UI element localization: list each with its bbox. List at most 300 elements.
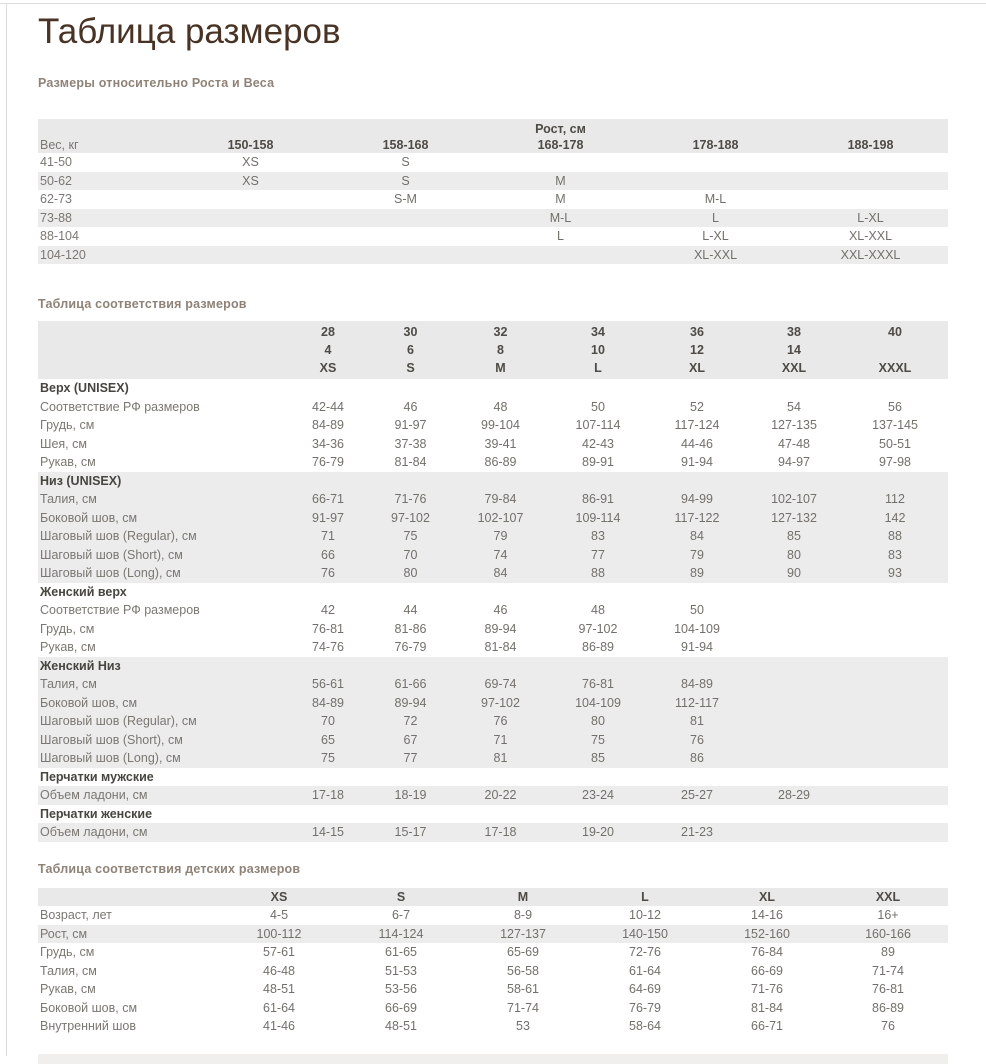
size-cell: 72-76 <box>629 945 661 959</box>
size-cell: 104-109 <box>548 694 648 713</box>
height-range-header: 178-188 <box>638 136 793 153</box>
size-header-line: 10 <box>591 343 605 357</box>
size-header-line: 30 <box>403 325 418 339</box>
size-cell: 89-91 <box>582 455 614 469</box>
size-cell: 41-46 <box>263 1019 295 1033</box>
size-header-line: 36 <box>690 325 704 339</box>
size-cell: 50 <box>591 399 605 414</box>
size-header-line: M <box>495 361 506 375</box>
size-cell: 91-97 <box>394 418 427 432</box>
size-cell: XL-XXL <box>638 246 793 265</box>
size-cell: 107-114 <box>575 418 621 432</box>
weight-range-label: 62-73 <box>40 192 72 206</box>
size-cell <box>842 749 948 768</box>
section-title-row <box>38 805 948 824</box>
size-cell: 89 <box>648 564 746 583</box>
row-label: Шаговый шов (Regular), см <box>38 527 288 546</box>
size-cell: 70 <box>288 712 368 731</box>
size-header-line: XXL <box>781 361 807 375</box>
size-header-line: 6 <box>407 343 414 357</box>
size-column-header <box>288 321 368 379</box>
height-group-row <box>38 119 948 136</box>
row-label: Объем ладони, см <box>38 823 288 842</box>
size-cell: 69-74 <box>453 675 548 694</box>
size-cell <box>842 786 948 805</box>
row-label: Грудь, см <box>40 418 95 432</box>
size-cell: 56-58 <box>507 963 539 978</box>
size-cell <box>746 731 842 750</box>
table-row <box>38 925 948 944</box>
size-cell: 102-107 <box>453 509 548 528</box>
size-cell: 46-48 <box>263 963 295 978</box>
kids-table-header <box>38 888 948 907</box>
size-column-header <box>842 321 948 379</box>
size-cell: 50-51 <box>879 436 911 451</box>
size-cell <box>746 712 842 731</box>
table-row <box>38 638 948 657</box>
row-label: Рост, см <box>38 925 218 944</box>
table-row <box>38 712 948 731</box>
size-cell: 91-94 <box>681 455 713 469</box>
size-cell: 86-89 <box>872 1000 904 1015</box>
size-header-line: 12 <box>690 343 704 357</box>
size-cell: S <box>328 172 483 191</box>
size-cell: 80 <box>368 564 453 583</box>
section-title-row <box>38 379 948 398</box>
table-row <box>38 1017 948 1036</box>
header-spacer <box>38 888 218 907</box>
row-label: Объем ладони, см <box>38 786 288 805</box>
row-label: Шаговый шов (Long), см <box>38 749 288 768</box>
size-cell: 70 <box>368 546 453 565</box>
size-cell: 79 <box>648 546 746 565</box>
size-cell: 112-117 <box>648 694 746 713</box>
size-cell <box>793 190 948 209</box>
table-row <box>38 227 948 246</box>
table-row <box>38 453 948 472</box>
size-cell: 57-61 <box>263 945 295 959</box>
size-cell: 21-23 <box>648 823 746 842</box>
size-cell <box>793 153 948 172</box>
size-cell <box>328 227 483 246</box>
size-cell: 112 <box>842 490 948 509</box>
corner-spacer <box>38 119 173 136</box>
size-cell: 109-114 <box>548 509 648 528</box>
size-cell: 76-79 <box>312 455 344 469</box>
size-cell: L-XL <box>793 209 948 228</box>
size-cell <box>173 246 328 265</box>
size-cell: 48 <box>591 603 605 617</box>
size-table-caption: Таблица соответствия размеров <box>38 297 247 311</box>
size-cell: 91-97 <box>288 509 368 528</box>
size-cell: 76 <box>648 731 746 750</box>
size-cell: 71-76 <box>751 982 783 996</box>
size-header-line: XS <box>319 361 337 375</box>
size-cell <box>328 246 483 265</box>
size-header-line: XXXL <box>878 361 912 375</box>
size-cell: 61-66 <box>368 675 453 694</box>
size-cell: 10-12 <box>629 908 661 922</box>
size-cell: 142 <box>842 509 948 528</box>
page-top-border <box>0 3 986 4</box>
size-cell: 86 <box>648 749 746 768</box>
size-cell: 71 <box>453 731 548 750</box>
size-cell <box>842 823 948 842</box>
size-cell: 46 <box>493 603 508 617</box>
size-cell: 23-24 <box>548 786 648 805</box>
size-cell: 97-102 <box>453 694 548 713</box>
size-cell <box>746 601 842 620</box>
size-cell: 17-18 <box>288 786 368 805</box>
table-row <box>38 620 948 639</box>
size-cell: 53-56 <box>385 982 417 996</box>
size-cell: 89-94 <box>484 621 517 636</box>
row-label: Рукав, см <box>40 640 96 654</box>
size-table-header <box>38 321 948 379</box>
size-cell: 97-98 <box>879 455 911 469</box>
size-cell: 97-102 <box>578 621 618 636</box>
size-header-line: S <box>406 361 415 375</box>
size-cell <box>638 172 793 191</box>
size-cell: 102-107 <box>746 490 842 509</box>
height-range-header: 158-168 <box>328 136 483 153</box>
table-row <box>38 398 948 417</box>
size-cell: 152-160 <box>706 925 828 944</box>
size-cell: 66-71 <box>288 490 368 509</box>
size-cell: 90 <box>746 564 842 583</box>
size-cell <box>842 620 948 639</box>
size-cell <box>842 694 948 713</box>
size-cell: 52 <box>690 399 704 414</box>
size-cell: 66-71 <box>751 1019 783 1033</box>
height-range-header: 168-178 <box>483 136 638 153</box>
row-label: Боковой шов, см <box>38 509 288 528</box>
table-row <box>38 246 948 265</box>
table-row <box>38 694 948 713</box>
size-cell: 81-84 <box>751 1000 783 1015</box>
row-label: Внутренний шов <box>40 1019 136 1033</box>
size-cell: 46 <box>403 399 418 414</box>
table-row <box>38 209 948 228</box>
size-cell: 39-41 <box>484 436 517 451</box>
size-cell: 42 <box>321 603 335 617</box>
section-title: Перчатки мужские <box>40 769 154 784</box>
row-label: Шаговый шов (Short), см <box>38 546 288 565</box>
table-row <box>38 564 948 583</box>
weight-range-label: 73-88 <box>38 209 173 228</box>
section-title: Женский Низ <box>38 657 948 676</box>
kids-columns-row <box>38 888 948 907</box>
size-cell: 66 <box>288 546 368 565</box>
size-column-header <box>746 321 842 379</box>
size-header-line <box>844 341 946 359</box>
table-row <box>38 823 948 842</box>
size-cell: 66-69 <box>385 1000 417 1015</box>
size-cell <box>842 712 948 731</box>
size-cell: 94-97 <box>778 455 810 469</box>
size-cell: L <box>638 209 793 228</box>
size-cell: 14-15 <box>288 823 368 842</box>
size-cell <box>638 153 793 172</box>
size-cell: 81 <box>648 712 746 731</box>
size-cell: 81 <box>453 749 548 768</box>
row-label: Шея, см <box>40 436 87 451</box>
size-column-header <box>648 321 746 379</box>
size-cell <box>483 246 638 265</box>
size-cell <box>842 675 948 694</box>
size-cell: 79-84 <box>453 490 548 509</box>
size-cell: 4-5 <box>269 908 289 922</box>
row-label: Рукав, см <box>40 982 96 996</box>
table-row <box>38 172 948 191</box>
size-cell: 58-64 <box>629 1019 661 1033</box>
size-cell: M-L <box>483 209 638 228</box>
size-cell: 91-94 <box>681 640 713 654</box>
weight-range-label: 41-50 <box>40 155 72 169</box>
height-range-header: 188-198 <box>793 136 948 153</box>
size-cell: 66-69 <box>751 963 783 978</box>
size-header-line: 34 <box>591 325 605 339</box>
size-cell: 76 <box>453 712 548 731</box>
size-cell: 71-76 <box>368 490 453 509</box>
size-cell: 37-38 <box>394 436 427 451</box>
size-cell: 80 <box>746 546 842 565</box>
size-cell: 76-81 <box>872 982 904 996</box>
table-row <box>38 190 948 209</box>
section-title: Низ (UNISEX) <box>38 472 948 491</box>
size-cell: 76 <box>881 1019 895 1033</box>
size-cell: 71-74 <box>872 963 904 978</box>
size-cell: 48-51 <box>385 1019 417 1033</box>
table-row <box>38 962 948 981</box>
size-cell: M <box>483 172 638 191</box>
size-cell: 50 <box>690 603 704 617</box>
row-label: Боковой шов, см <box>38 694 288 713</box>
size-cell: 114-124 <box>340 925 462 944</box>
kids-column-header: XXL <box>828 888 948 907</box>
size-cell: 85 <box>746 527 842 546</box>
size-cell: 97-102 <box>368 509 453 528</box>
size-cell <box>793 172 948 191</box>
size-cell: 89 <box>881 945 895 959</box>
size-column-header <box>548 321 648 379</box>
size-cell: 127-137 <box>462 925 584 944</box>
size-cell: 71 <box>288 527 368 546</box>
size-header-line: 28 <box>321 325 335 339</box>
size-column-header <box>368 321 453 379</box>
size-cell: 42-44 <box>312 399 344 414</box>
size-cell: 77 <box>548 546 648 565</box>
size-cell: 75 <box>288 749 368 768</box>
size-cell: 81-84 <box>394 455 427 469</box>
size-header-line: 40 <box>888 325 902 339</box>
height-weight-body <box>38 153 948 264</box>
next-section-cutoff <box>38 1054 948 1064</box>
size-correspondence-table <box>38 321 948 842</box>
size-cell: 81-84 <box>484 640 517 654</box>
size-cell: M <box>555 192 566 206</box>
size-cell: 83 <box>548 527 648 546</box>
size-cell: L <box>557 229 564 243</box>
table-row <box>38 509 948 528</box>
size-cell <box>173 227 328 246</box>
height-range-header: 150-158 <box>173 136 328 153</box>
row-label: Шаговый шов (Regular), см <box>38 712 288 731</box>
size-cell: 76-79 <box>394 640 427 654</box>
size-cell: 51-53 <box>385 963 417 978</box>
kids-column-header: XS <box>218 888 340 907</box>
size-header-line: 32 <box>493 325 508 339</box>
row-label: Талия, см <box>40 963 97 978</box>
row-label: Возраст, лет <box>40 908 112 922</box>
table-row <box>38 435 948 454</box>
size-cell: 86-91 <box>548 490 648 509</box>
size-cell: 83 <box>842 546 948 565</box>
size-cell: 77 <box>368 749 453 768</box>
size-cell: 65-69 <box>507 945 539 959</box>
size-cell: 18-19 <box>368 786 453 805</box>
size-cell: 56 <box>888 399 902 414</box>
size-cell: 160-166 <box>828 925 948 944</box>
size-cell: 64-69 <box>629 982 661 996</box>
size-cell: 34-36 <box>312 436 344 451</box>
size-cell: 84 <box>453 564 548 583</box>
size-cell: 16+ <box>877 908 899 922</box>
size-cell: S-M <box>394 192 417 206</box>
size-header-line: 4 <box>324 343 332 357</box>
size-cell: 74-76 <box>312 640 344 654</box>
size-cell: 75 <box>548 731 648 750</box>
size-cell: 86-89 <box>582 640 614 654</box>
size-cell: 72 <box>368 712 453 731</box>
size-cell: L-XL <box>702 229 729 243</box>
header-spacer <box>38 321 288 379</box>
section-title-row <box>38 768 948 787</box>
section-title: Верх (UNISEX) <box>40 381 129 395</box>
table-row <box>38 675 948 694</box>
size-cell <box>483 153 638 172</box>
table-row <box>38 153 948 172</box>
size-cell: 25-27 <box>648 786 746 805</box>
size-cell: 127-135 <box>771 418 817 432</box>
size-cell: 58-61 <box>507 982 539 996</box>
size-cell: 19-20 <box>548 823 648 842</box>
size-header-line: 38 <box>787 325 801 339</box>
section-title-row <box>38 657 948 676</box>
size-cell: 67 <box>368 731 453 750</box>
row-label: Соответствие РФ размеров <box>40 399 200 414</box>
size-cell: S <box>401 155 410 169</box>
size-cell: 48-51 <box>263 982 295 996</box>
size-cell: 93 <box>842 564 948 583</box>
height-group-label: Рост, см <box>173 119 948 136</box>
size-header-line: XL <box>689 361 705 375</box>
kids-column-header: M <box>462 888 584 907</box>
size-cell: 84-89 <box>648 675 746 694</box>
size-cell: 61-64 <box>629 963 661 978</box>
size-cell <box>328 209 483 228</box>
size-cell: 94-99 <box>648 490 746 509</box>
size-cell <box>746 675 842 694</box>
size-cell: XS <box>242 155 259 169</box>
size-cell <box>746 823 842 842</box>
size-cell: 17-18 <box>453 823 548 842</box>
height-weight-header <box>38 119 948 153</box>
size-cell: 74 <box>453 546 548 565</box>
row-label: Соответствие РФ размеров <box>40 603 200 617</box>
kids-column-header: L <box>584 888 706 907</box>
section-title-row <box>38 583 948 602</box>
weight-range-label: 104-120 <box>38 246 173 265</box>
table-row <box>38 527 948 546</box>
page-left-border <box>6 3 7 1056</box>
row-label: Грудь, см <box>40 945 95 959</box>
table-row <box>38 731 948 750</box>
size-cell: 61-65 <box>385 945 417 959</box>
kids-size-table <box>38 888 948 1036</box>
table-row <box>38 749 948 768</box>
size-cell: 76-81 <box>548 675 648 694</box>
size-cell <box>746 620 842 639</box>
kids-column-header: S <box>340 888 462 907</box>
size-cell: 80 <box>548 712 648 731</box>
table-row <box>38 490 948 509</box>
size-cell: 28-29 <box>746 786 842 805</box>
kids-table-body <box>38 906 948 1036</box>
size-cell: 76-81 <box>312 621 344 636</box>
table-row <box>38 546 948 565</box>
size-cell: 137-145 <box>872 418 918 432</box>
table-row <box>38 980 948 999</box>
size-header-line: L <box>594 361 602 375</box>
size-cell: 61-64 <box>263 1000 295 1015</box>
size-cell: 47-48 <box>778 436 810 451</box>
size-cell: 117-122 <box>648 509 746 528</box>
size-cell: 140-150 <box>584 925 706 944</box>
size-cell: 88 <box>842 527 948 546</box>
size-columns-row <box>38 321 948 379</box>
size-cell: XL-XXL <box>848 229 893 243</box>
size-cell: 99-104 <box>481 418 520 432</box>
row-label: Грудь, см <box>40 621 95 636</box>
size-cell: 76-84 <box>751 945 783 959</box>
weight-range-label: 50-62 <box>38 172 173 191</box>
size-cell: 89-94 <box>368 694 453 713</box>
size-cell: 104-109 <box>674 621 720 636</box>
table-row <box>38 601 948 620</box>
size-cell <box>842 638 948 657</box>
size-cell: 88 <box>548 564 648 583</box>
size-cell: 14-16 <box>751 908 783 922</box>
page-title: Таблица размеров <box>38 12 341 51</box>
size-cell: 54 <box>787 399 801 414</box>
size-cell: 15-17 <box>368 823 453 842</box>
row-label: Боковой шов, см <box>40 1000 138 1015</box>
size-cell <box>173 190 328 209</box>
size-table-body <box>38 379 948 842</box>
size-cell: 79 <box>453 527 548 546</box>
page-subtitle: Размеры относительно Роста и Веса <box>38 76 275 90</box>
size-cell <box>173 209 328 228</box>
size-header-line: 8 <box>497 343 504 357</box>
size-cell: 44 <box>403 603 418 617</box>
size-cell: 81-86 <box>394 621 427 636</box>
size-cell: 71-74 <box>507 1000 539 1015</box>
height-weight-table <box>38 119 948 264</box>
size-header-line: 14 <box>787 343 801 357</box>
size-cell: 75 <box>368 527 453 546</box>
size-cell: 56-61 <box>288 675 368 694</box>
